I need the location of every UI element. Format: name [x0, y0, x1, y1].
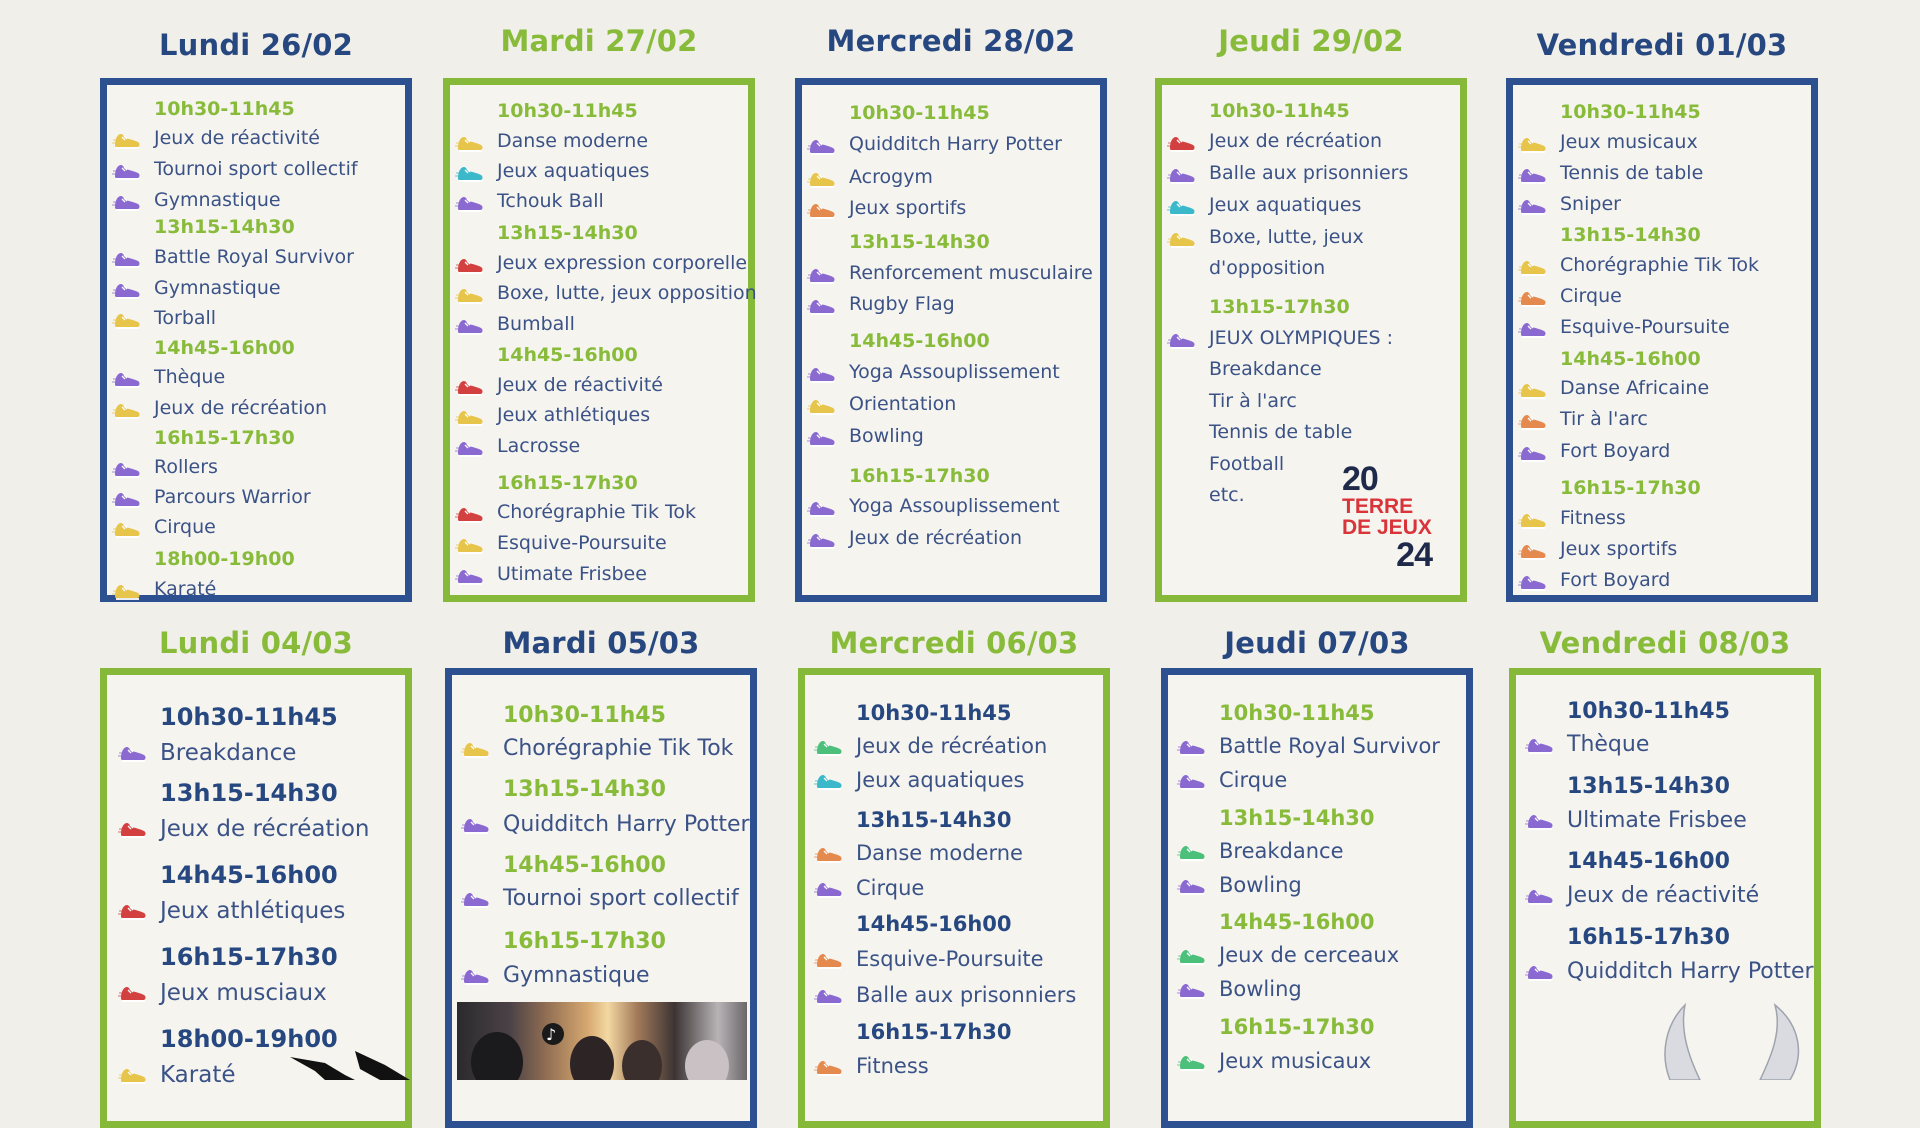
- sneaker-icon: [1177, 945, 1207, 967]
- sneaker-icon: [1525, 961, 1555, 983]
- sneaker-icon: [118, 900, 148, 922]
- activity-label: Fort Boyard: [1560, 440, 1671, 462]
- sneaker-icon: [1518, 287, 1548, 309]
- sneaker-icon: [807, 363, 837, 385]
- sneaker-icon: [455, 437, 485, 459]
- sneaker-icon: [112, 368, 142, 390]
- activity-label: Parcours Warrior: [154, 486, 311, 508]
- activity-label: Orientation: [849, 393, 957, 415]
- time-slot: 14h45-16h00: [1560, 348, 1701, 370]
- activity-label: Gymnastique: [154, 189, 281, 211]
- activity-label: Jeux de récréation: [856, 734, 1048, 758]
- activity-label: Esquive-Poursuite: [1560, 316, 1730, 338]
- activity-label: d'opposition: [1209, 257, 1326, 279]
- activity-label: Jeux aquatiques: [856, 768, 1025, 792]
- sneaker-icon: [112, 248, 142, 270]
- time-slot: 13h15-14h30: [154, 216, 295, 238]
- time-slot: 10h30-11h45: [154, 98, 295, 120]
- activity-label: Bowling: [849, 425, 924, 447]
- activity-label: Lacrosse: [497, 435, 581, 457]
- sneaker-icon: [455, 284, 485, 306]
- day-title: Lundi 26/02: [158, 28, 354, 62]
- sneaker-icon: [814, 843, 844, 865]
- sneaker-icon: [455, 254, 485, 276]
- sneaker-icon: [118, 818, 148, 840]
- time-slot: 13h15-14h30: [1560, 224, 1701, 246]
- sneaker-icon: [814, 1056, 844, 1078]
- activity-label: Thèque: [154, 366, 226, 388]
- time-slot: 10h30-11h45: [1209, 100, 1350, 122]
- activity-label: Cirque: [1219, 768, 1288, 792]
- activity-label: Cirque: [856, 876, 925, 900]
- activity-label: Jeux de réactivité: [154, 127, 320, 149]
- sneaker-icon: [455, 162, 485, 184]
- sneaker-icon: [1167, 329, 1197, 351]
- sneaker-icon: [1525, 810, 1555, 832]
- activity-label: Chorégraphie Tik Tok: [1560, 254, 1759, 276]
- sneaker-icon: [1177, 875, 1207, 897]
- sneaker-icon: [112, 488, 142, 510]
- sneaker-icon: [814, 985, 844, 1007]
- sneaker-icon: [1167, 132, 1197, 154]
- sneaker-icon: [118, 982, 148, 1004]
- sneaker-icon: [807, 168, 837, 190]
- karate-silhouette: [285, 1045, 415, 1084]
- sneaker-icon: [461, 965, 491, 987]
- activity-label: Jeux musciaux: [160, 980, 327, 1006]
- activity-label: Thèque: [1567, 732, 1650, 757]
- sneaker-icon: [1518, 133, 1548, 155]
- activity-label: Rollers: [154, 456, 218, 478]
- activity-label: Bowling: [1219, 873, 1302, 897]
- activity-label: Jeux sportifs: [849, 197, 967, 219]
- sneaker-icon: [112, 191, 142, 213]
- activity-label: Breakdance: [1209, 358, 1322, 380]
- sneaker-icon: [112, 160, 142, 182]
- time-slot: 14h45-16h00: [497, 344, 638, 366]
- sneaker-icon: [112, 518, 142, 540]
- sneaker-icon: [1518, 442, 1548, 464]
- activity-label: Quidditch Harry Potter: [503, 812, 750, 837]
- sneaker-icon: [807, 497, 837, 519]
- activity-label: Balle aux prisonniers: [1209, 162, 1409, 184]
- time-slot: 10h30-11h45: [856, 701, 1012, 725]
- time-slot: 13h15-14h30: [856, 808, 1012, 832]
- sneaker-icon: [1525, 734, 1555, 756]
- sneaker-icon: [455, 376, 485, 398]
- sneaker-icon: [461, 814, 491, 836]
- day-card: [443, 78, 755, 602]
- sneaker-icon: [814, 949, 844, 971]
- activity-label: Gymnastique: [503, 963, 650, 988]
- activity-label: Esquive-Poursuite: [497, 532, 667, 554]
- sneaker-icon: [1518, 195, 1548, 217]
- activity-label: Chorégraphie Tik Tok: [503, 736, 734, 761]
- activity-label: Danse moderne: [856, 841, 1023, 865]
- activity-label: Bowling: [1219, 977, 1302, 1001]
- activity-label: Fitness: [856, 1054, 929, 1078]
- sneaker-icon: [1518, 318, 1548, 340]
- time-slot: 13h15-14h30: [1219, 806, 1375, 830]
- activity-label: Jeux de réactivité: [497, 374, 663, 396]
- time-slot: 13h15-14h30: [160, 779, 338, 807]
- time-slot: 16h15-17h30: [497, 472, 638, 494]
- activity-label: Tir à l'arc: [1209, 390, 1297, 412]
- time-slot: 10h30-11h45: [160, 703, 338, 731]
- sneaker-icon: [455, 192, 485, 214]
- activity-label: Danse Africaine: [1560, 377, 1710, 399]
- activity-label: Breakdance: [160, 740, 297, 766]
- sneaker-icon: [118, 742, 148, 764]
- activity-label: Jeux sportifs: [1560, 538, 1678, 560]
- sneaker-icon: [112, 279, 142, 301]
- sneaker-icon: [807, 135, 837, 157]
- sneaker-icon: [1518, 410, 1548, 432]
- activity-label: Tennis de table: [1209, 421, 1353, 443]
- time-slot: 10h30-11h45: [1560, 101, 1701, 123]
- sneaker-icon: [1167, 228, 1197, 250]
- activity-label: Cirque: [154, 516, 216, 538]
- sneaker-icon: [1518, 256, 1548, 278]
- sneaker-icon: [1167, 164, 1197, 186]
- activity-label: Jeux de récréation: [160, 816, 370, 842]
- activity-label: Renforcement musculaire: [849, 262, 1093, 284]
- sneaker-icon: [1177, 1051, 1207, 1073]
- time-slot: 10h30-11h45: [1567, 699, 1730, 724]
- activity-label: Jeux de réactivité: [1567, 883, 1760, 908]
- sneaker-icon: [1525, 885, 1555, 907]
- activity-label: Yoga Assouplissement: [849, 361, 1060, 383]
- day-title: Mercredi 06/03: [829, 626, 1079, 660]
- activity-label: Boxe, lutte, jeux: [1209, 226, 1364, 248]
- sneaker-icon: [814, 736, 844, 758]
- sneaker-icon: [118, 1064, 148, 1086]
- activity-label: Battle Royal Survivor: [154, 246, 354, 268]
- sneaker-icon: [112, 309, 142, 331]
- time-slot: 14h45-16h00: [154, 337, 295, 359]
- sneaker-icon: [112, 399, 142, 421]
- day-title: Mercredi 28/02: [826, 24, 1076, 58]
- time-slot: 13h15-14h30: [849, 231, 990, 253]
- sneaker-icon: [814, 878, 844, 900]
- activity-label: Jeux expression corporelle: [497, 252, 748, 274]
- time-slot: 16h15-17h30: [160, 943, 338, 971]
- sneaker-icon: [455, 534, 485, 556]
- time-slot: 14h45-16h00: [1567, 849, 1730, 874]
- sneaker-icon: [1177, 979, 1207, 1001]
- activity-label: Ultimate Frisbee: [1567, 808, 1747, 833]
- time-slot: 10h30-11h45: [503, 703, 666, 728]
- activity-label: Torball: [154, 307, 217, 329]
- time-slot: 16h15-17h30: [154, 427, 295, 449]
- activity-label: Bumball: [497, 313, 575, 335]
- time-slot: 16h15-17h30: [503, 929, 666, 954]
- activity-label: Battle Royal Survivor: [1219, 734, 1440, 758]
- activity-label: Jeux aquatiques: [1209, 194, 1362, 216]
- activity-label: Tir à l'arc: [1560, 408, 1648, 430]
- activity-label: Chorégraphie Tik Tok: [497, 501, 696, 523]
- activity-label: Jeux aquatiques: [497, 160, 650, 182]
- sneaker-icon: [112, 458, 142, 480]
- time-slot: 16h15-17h30: [1560, 477, 1701, 499]
- activity-label: Fitness: [1560, 507, 1626, 529]
- time-slot: 10h30-11h45: [1219, 701, 1375, 725]
- activity-label: Breakdance: [1219, 839, 1344, 863]
- time-slot: 13h15-14h30: [1567, 774, 1730, 799]
- activity-label: Tchouk Ball: [497, 190, 604, 212]
- sneaker-icon: [455, 315, 485, 337]
- time-slot: 14h45-16h00: [160, 861, 338, 889]
- time-slot: 14h45-16h00: [1219, 910, 1375, 934]
- sneaker-icon: [807, 529, 837, 551]
- time-slot: 13h15-17h30: [1209, 296, 1350, 318]
- sneaker-icon: [1518, 164, 1548, 186]
- time-slot: 16h15-17h30: [1567, 925, 1730, 950]
- day-title: Mardi 27/02: [500, 24, 698, 58]
- sneaker-icon: [1518, 540, 1548, 562]
- time-slot: 16h15-17h30: [849, 465, 990, 487]
- activity-label: Quidditch Harry Potter: [849, 133, 1062, 155]
- day-title: Vendredi 08/03: [1539, 626, 1791, 660]
- time-slot: 13h15-14h30: [503, 777, 666, 802]
- day-title: Jeudi 07/03: [1224, 626, 1410, 660]
- activity-label: etc.: [1209, 484, 1245, 506]
- sneaker-icon: [461, 738, 491, 760]
- activity-label: Rugby Flag: [849, 293, 955, 315]
- activity-label: Cirque: [1560, 285, 1622, 307]
- activity-label: JEUX OLYMPIQUES :: [1209, 327, 1394, 349]
- sneaker-icon: [455, 132, 485, 154]
- sneaker-icon: [1177, 841, 1207, 863]
- sneaker-icon: [461, 888, 491, 910]
- wings-image: [1640, 1000, 1820, 1084]
- time-slot: 10h30-11h45: [849, 102, 990, 124]
- sneaker-icon: [807, 264, 837, 286]
- time-slot: 14h45-16h00: [849, 330, 990, 352]
- activity-label: Fort Boyard: [1560, 569, 1671, 591]
- time-slot: 18h00-19h00: [160, 1025, 338, 1053]
- activity-label: Tennis de table: [1560, 162, 1704, 184]
- activity-label: Karaté: [154, 578, 217, 600]
- day-title: Lundi 04/03: [158, 626, 354, 660]
- activity-label: Tournoi sport collectif: [154, 158, 358, 180]
- sneaker-icon: [807, 427, 837, 449]
- day-title: Mardi 05/03: [502, 626, 700, 660]
- activity-label: Jeux musicaux: [1560, 131, 1698, 153]
- sneaker-icon: [112, 129, 142, 151]
- activity-label: Jeux de récréation: [1209, 130, 1383, 152]
- sneaker-icon: [455, 503, 485, 525]
- time-slot: 14h45-16h00: [856, 912, 1012, 936]
- time-slot: 14h45-16h00: [503, 853, 666, 878]
- activity-label: Sniper: [1560, 193, 1621, 215]
- activity-label: Tournoi sport collectif: [503, 886, 739, 911]
- activity-label: Jeux musicaux: [1219, 1049, 1372, 1073]
- sneaker-icon: [1518, 571, 1548, 593]
- svg-text:♪: ♪: [546, 1025, 557, 1044]
- activity-label: Quidditch Harry Potter: [1567, 959, 1814, 984]
- activity-label: Esquive-Poursuite: [856, 947, 1044, 971]
- day-title: Vendredi 01/03: [1536, 28, 1788, 62]
- time-slot: 10h30-11h45: [497, 100, 638, 122]
- activity-label: Jeux athlétiques: [497, 404, 651, 426]
- activity-label: Balle aux prisonniers: [856, 983, 1077, 1007]
- sneaker-icon: [1518, 379, 1548, 401]
- activity-label: Yoga Assouplissement: [849, 495, 1060, 517]
- time-slot: 16h15-17h30: [856, 1020, 1012, 1044]
- time-slot: 13h15-14h30: [497, 222, 638, 244]
- sneaker-icon: [455, 565, 485, 587]
- sneaker-icon: [807, 395, 837, 417]
- activity-label: Gymnastique: [154, 277, 281, 299]
- sneaker-icon: [1177, 736, 1207, 758]
- sneaker-icon: [1518, 509, 1548, 531]
- sneaker-icon: [807, 295, 837, 317]
- activity-label: Jeux de récréation: [849, 527, 1023, 549]
- sneaker-icon: [814, 770, 844, 792]
- activity-label: Football: [1209, 453, 1285, 475]
- activity-label: Acrogym: [849, 166, 933, 188]
- activity-label: Jeux de récréation: [154, 397, 328, 419]
- activity-label: Boxe, lutte, jeux opposition: [497, 282, 757, 304]
- sneaker-icon: [1177, 770, 1207, 792]
- activity-label: Karaté: [160, 1062, 236, 1088]
- activity-label: Danse moderne: [497, 130, 649, 152]
- day-title: Jeudi 29/02: [1218, 24, 1404, 58]
- sneaker-icon: [1167, 196, 1197, 218]
- activity-label: Utimate Frisbee: [497, 563, 647, 585]
- time-slot: 18h00-19h00: [154, 548, 295, 570]
- sneaker-icon: [112, 580, 142, 602]
- sneaker-icon: [455, 406, 485, 428]
- day-card: [1506, 78, 1818, 602]
- activity-label: Jeux de cerceaux: [1219, 943, 1400, 967]
- terre-de-jeux-logo: 20 TERRE DE JEUX 24: [1342, 460, 1432, 574]
- tiktok-photo: [457, 1002, 747, 1080]
- sneaker-icon: [807, 199, 837, 221]
- time-slot: 16h15-17h30: [1219, 1015, 1375, 1039]
- activity-label: Jeux athlétiques: [160, 898, 346, 924]
